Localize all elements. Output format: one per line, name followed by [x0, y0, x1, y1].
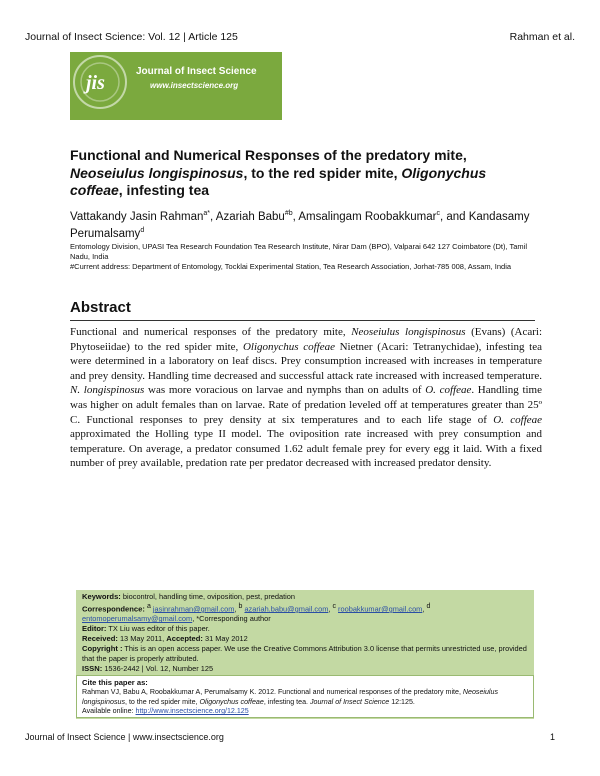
- running-header-journal: Journal of Insect Science: Vol. 12 | Article 125: [25, 31, 238, 43]
- author-list: Vattakandy Jasin Rahman$^{a*}$, Azariah Babu$^{\#b}$, Amsalingam Roobakkumar$^c$, and Kandasamy Perumalsamy$^d$: [70, 210, 530, 241]
- email-link-d[interactable]: entomoperumalsamy@gmail.com: [82, 614, 193, 624]
- abstract-body: Functional and numerical responses of the predatory mite, Neoseiulus longispinosus (Evans) (Acari: Phytoseiidae) to the red spider mite, Oligonychus coffeae Nietner (Acari: Tetranychidae), infesting tea were determined in a laboratory on leaf discs. Prey consumption increased with increases in temperature and prey density. Handling time decreased and successful attack rate increased with increased temperature. N. longispinosus was more voracious on larvae and nymphs than on adults of O. coffeae. Handling time was higher on adult females than on larvae. Rate of predation leveled off at temperatures greater than 25º C. Functional responses to prey density at six temperatures and to each life stage of O. coffeae approximated the Holling type II model. The oviposition rate increased with prey consumption and temperature. On average, a predator consumed 1.62 adult female prey for every egg it laid. With a fixed number of prey available, predation rate per predator decreased with increased predator density.: [70, 326, 543, 470]
- citation-url-link[interactable]: http://www.insectscience.org/12.125: [135, 707, 249, 716]
- footer-journal: Journal of Insect Science | www.insectscience.org: [25, 732, 224, 742]
- logo-initials: jis: [86, 72, 105, 94]
- correspondence-line: Correspondence: $^a$ jasinrahman@gmail.com, $^b$ azariah.babu@gmail.com, $^c$ roobakkumar@gmail.com, $^d$ entomoperumalsamy@gmail.com, *Corresponding author: [82, 602, 431, 624]
- affiliations: [70, 242, 540, 272]
- abstract-heading: Abstract: [70, 299, 131, 316]
- email-link-b[interactable]: azariah.babu@gmail.com: [244, 604, 329, 614]
- issn-line: ISSN: 1536-2442 | Vol. 12, Number 125: [82, 663, 214, 673]
- citation-heading: Cite this paper as:: [82, 678, 148, 687]
- email-link-c[interactable]: roobakkumar@gmail.com: [338, 604, 423, 614]
- copyright-line: Copyright : This is an open access paper. We use the Creative Commons Attribution 3.0 license that permits unrestricted use, provided that the paper is properly attributed.: [82, 644, 527, 663]
- keywords-line: Keywords: biocontrol, handling time, oviposition, pest, predation: [82, 592, 296, 601]
- logo-journal-name: Journal of Insect Science: [136, 66, 257, 77]
- citation-text: Rahman VJ, Babu A, Roobakkumar A, Perumalsamy K. 2012. Functional and numerical responses of the predatory mite, Neoseiulus longispinosus, to the red spider mite, Oligonychus coffeae, infesting tea. Journal of Insect Science 12:125. Available online: http://www.insectscience.org/12.125: [82, 688, 499, 716]
- affiliation-primary: Entomology Division, UPASI Tea Research Foundation Tea Research Institute, Nirar Dam (BPO), Valparai 642 127 Coimbatore (Dt), Tamil Nadu, India: [70, 242, 528, 261]
- logo-url: www.insectscience.org: [150, 81, 239, 90]
- abstract-divider: [70, 320, 535, 321]
- article-info: [82, 592, 528, 674]
- dates-line: Received: 13 May 2011, Accepted: 31 May 2012: [82, 634, 248, 644]
- affiliation-current: #Current address: Department of Entomology, Tocklai Experimental Station, Tea Research Association, Jorhat-785 008, Assam, India: [70, 262, 512, 271]
- running-header-author: Rahman et al.: [509, 31, 575, 43]
- editor-line: Editor: TX Liu was editor of this paper.: [82, 624, 210, 634]
- email-link-a[interactable]: jasinrahman@gmail.com: [152, 604, 235, 614]
- paper-title: Functional and Numerical Responses of the predatory mite, Neoseiulus longispinosus, to the red spider mite, Oligonychus coffeae, infesting tea: [70, 147, 487, 198]
- journal-logo[interactable]: [70, 52, 282, 120]
- page-number: 1: [549, 732, 555, 742]
